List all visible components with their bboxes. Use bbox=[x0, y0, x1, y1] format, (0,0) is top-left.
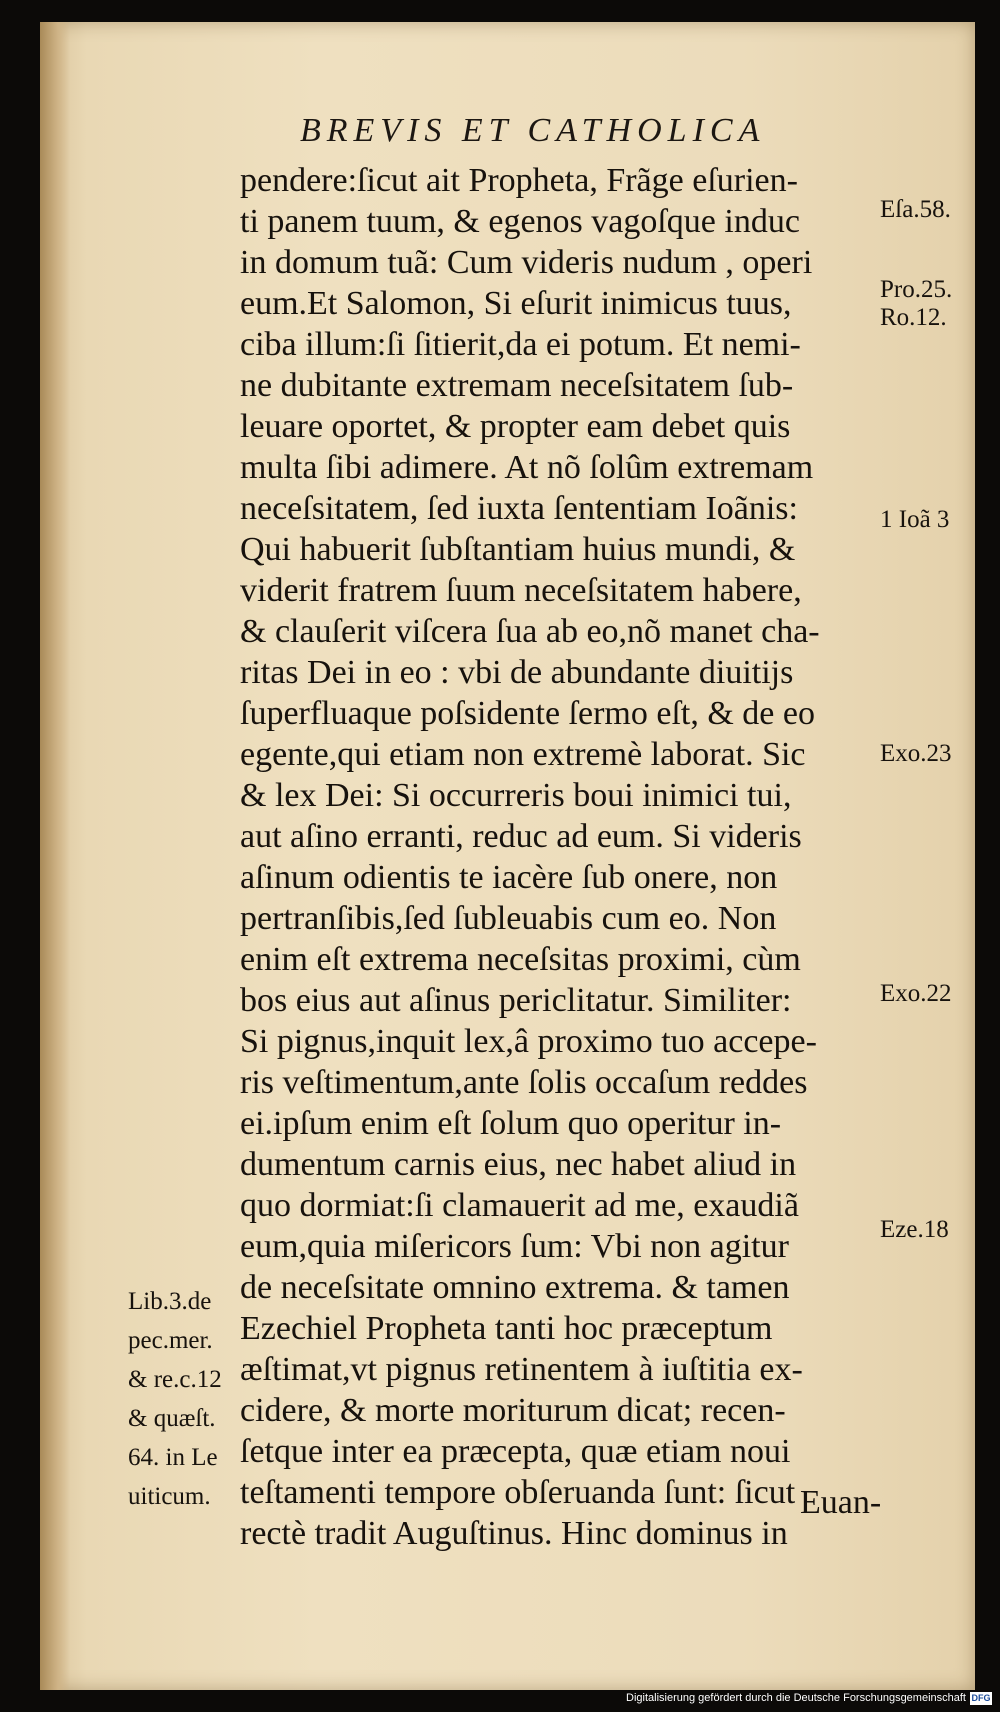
text-line: Qui habuerit ſubſtantiam huius mundi, & bbox=[240, 531, 796, 568]
text-line: de neceſsitate omnino extrema. & tamen bbox=[240, 1269, 790, 1306]
text-line: pertranſibis,ſed ſubleuabis cum eo. Non bbox=[240, 900, 777, 937]
text-line: æſtimat,vt pignus retinentem à iuſtitia ex- bbox=[240, 1351, 803, 1388]
marginal-note: Pro.25. bbox=[880, 276, 953, 303]
text-line: neceſsitatem, ſed iuxta ſententiam Ioãnis: bbox=[240, 490, 798, 527]
text-line: ti panem tuum, & egenos vagoſque induc bbox=[240, 203, 800, 240]
marginal-note-line: 64. in Le bbox=[128, 1444, 218, 1471]
marginal-note-line: pec.mer. bbox=[128, 1327, 213, 1354]
text-line: aut aſino erranti, reduc ad eum. Si videris bbox=[240, 818, 802, 855]
text-line: quo dormiat:ſi clamauerit ad me, exaudiã bbox=[240, 1187, 799, 1224]
marginal-note-line: & quæſt. bbox=[128, 1405, 216, 1432]
text-line: ciba illum:ſi ſitierit,da ei potum. Et nemi- bbox=[240, 326, 801, 363]
footer-credit bbox=[626, 1688, 992, 1708]
main-text-block bbox=[240, 160, 900, 1554]
footer-text: Digitalisierung gefördert durch die Deutsche Forschungsgemeinschaft bbox=[626, 1692, 966, 1704]
dfg-logo: DFG bbox=[971, 1692, 991, 1703]
text-line: ne dubitante extremam neceſsitatem ſub- bbox=[240, 367, 794, 404]
marginal-note-line: Lib.3.de bbox=[128, 1288, 212, 1315]
text-line: teſtamenti tempore obſeruanda ſunt: ſicut bbox=[240, 1474, 796, 1511]
text-line: multa ſibi adimere. At nõ ſolûm extremam bbox=[240, 449, 814, 486]
marginal-note-line: & re.c.12 bbox=[128, 1366, 222, 1393]
text-line: enim eſt extrema neceſsitas proximi, cùm bbox=[240, 941, 801, 978]
text-line: dumentum carnis eius, nec habet aliud in bbox=[240, 1146, 797, 1183]
marginal-note: 1 Ioã 3 bbox=[880, 506, 950, 533]
marginal-note: Ro.12. bbox=[880, 304, 947, 331]
text-line: ris veſtimentum,ante ſolis occaſum reddes bbox=[240, 1064, 808, 1101]
text-line: ei.ipſum enim eſt ſolum quo operitur in- bbox=[240, 1105, 782, 1142]
text-line: in domum tuã: Cum videris nudum , operi bbox=[240, 244, 813, 281]
page-gutter-shadow bbox=[40, 22, 70, 1690]
text-line: pendere:ſicut ait Propheta, Frãge eſurien- bbox=[240, 162, 798, 199]
running-head: BREVIS ET CATHOLICA bbox=[300, 112, 766, 149]
text-line: & clauſerit viſcera ſua ab eo,nõ manet cha- bbox=[240, 613, 820, 650]
text-line: bos eius aut aſinus periclitatur. Similiter: bbox=[240, 982, 792, 1019]
text-line: Si pignus,inquit lex,â proximo tuo accepe- bbox=[240, 1023, 817, 1060]
marginal-note-line: uiticum. bbox=[128, 1483, 211, 1510]
text-line: Ezechiel Propheta tanti hoc præceptum bbox=[240, 1310, 773, 1347]
text-line: rectè tradit Auguſtinus. Hinc dominus in bbox=[240, 1515, 788, 1552]
marginal-note: Exo.22 bbox=[880, 980, 952, 1007]
text-line: viderit fratrem ſuum neceſsitatem habere, bbox=[240, 572, 802, 609]
text-line: eum.Et Salomon, Si eſurit inimicus tuus, bbox=[240, 285, 792, 322]
marginal-note: Eze.18 bbox=[880, 1216, 949, 1243]
text-line: eum,quia miſericors ſum: Vbi non agitur bbox=[240, 1228, 789, 1265]
text-line: aſinum odientis te iacère ſub onere, non bbox=[240, 859, 778, 896]
text-line: cidere, & morte moriturum dicat; recen- bbox=[240, 1392, 786, 1429]
catchword: Euan- bbox=[800, 1484, 882, 1521]
text-line: ritas Dei in eo : vbi de abundante diuitijs bbox=[240, 654, 794, 691]
text-line: ſuperfluaque poſsidente ſermo eſt, & de eo bbox=[240, 695, 815, 732]
text-line: & lex Dei: Si occurreris boui inimici tui, bbox=[240, 777, 792, 814]
marginal-note: Eſa.58. bbox=[880, 196, 951, 223]
text-line: ſetque inter ea præcepta, quæ etiam noui bbox=[240, 1433, 791, 1470]
left-margin-note bbox=[128, 1282, 243, 1516]
text-line: leuare oportet, & propter eam debet quis bbox=[240, 408, 791, 445]
marginal-note: Exo.23 bbox=[880, 740, 952, 767]
text-line: egente,qui etiam non extremè laborat. Sic bbox=[240, 736, 806, 773]
